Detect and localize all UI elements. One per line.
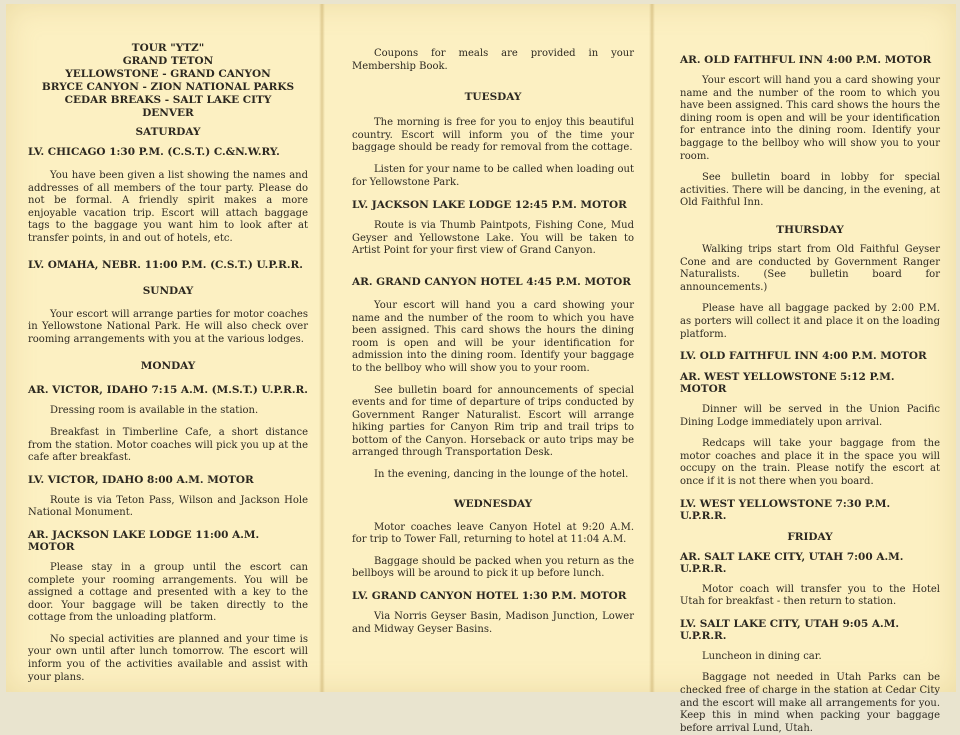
- paragraph: Route is via Teton Pass, Wilson and Jackson Hole National Monument.: [28, 494, 308, 519]
- paragraph: Please stay in a group until the escort can complete your rooming arrangements. You will be assigned a cottage and presented with a key to the door. Your baggage will be taken directly to the cottage from the unloading platform.: [28, 561, 308, 624]
- paragraph: Baggage not needed in Utah Parks can be checked free of charge in the station at Cedar City and the escort will make all arrangements for you. Keep this in mind when packing your baggage before arrival Lund, Utah.: [680, 672, 940, 734]
- paragraph: Breakfast in Timberline Cafe, a short distance from the station. Motor coaches will pick you up at the cafe after breakfast.: [28, 426, 308, 464]
- schedule-lv-grand-canyon: LV. GRAND CANYON HOTEL 1:30 P.M. MOTOR: [352, 590, 627, 603]
- schedule-lv-omaha: LV. OMAHA, NEBR. 11:00 P.M. (C.S.T.) U.P.R.R.: [28, 258, 303, 271]
- day-heading-thursday: THURSDAY: [776, 223, 844, 236]
- paragraph: Redcaps will take your baggage from the motor coaches and place it in the space you will occupy on the train. Please notify the escort at once if it is not there when you board.: [680, 438, 940, 488]
- day-heading-sunday: SUNDAY: [142, 284, 194, 297]
- title-line: CEDAR BREAKS - SALT LAKE CITY: [64, 94, 272, 106]
- schedule-lv-salt-lake: LV. SALT LAKE CITY, UTAH 9:05 A.M. U.P.R.R.: [680, 617, 899, 642]
- day-heading-tuesday: TUESDAY: [464, 91, 522, 104]
- schedule-lv-west-yellowstone: LV. WEST YELLOWSTONE 7:30 P.M. U.P.R.R.: [680, 497, 891, 522]
- panel-middle: [322, 4, 652, 692]
- paragraph: Please have all baggage packed by 2:00 P.M. as porters will collect it and place it on the loading platform.: [680, 303, 940, 340]
- schedule-ar-west-yellowstone: AR. WEST YELLOWSTONE 5:12 P.M. MOTOR: [680, 371, 895, 396]
- paragraph: See bulletin board in lobby for special activities. There will be dancing, in the evening, at Old Faithful Inn.: [680, 172, 940, 209]
- paragraph: Motor coach will transfer you to the Hotel Utah for breakfast - then return to station.: [680, 583, 940, 608]
- schedule-lv-victor: LV. VICTOR, IDAHO 8:00 A.M. MOTOR: [28, 473, 254, 486]
- panel-left: [6, 4, 322, 692]
- title-line: TOUR "YTZ": [131, 42, 205, 54]
- schedule-ar-salt-lake: AR. SALT LAKE CITY, UTAH 7:00 A.M. U.P.R.R.: [680, 550, 904, 575]
- paragraph: Your escort will hand you a card showing your name and the number of the room to which you have been assigned. This card shows the hours the dining room is open and will be your identification for admission into the dining room. Identify your baggage to the bellboy who will show you to your room.: [352, 299, 634, 374]
- schedule-ar-grand-canyon: AR. GRAND CANYON HOTEL 4:45 P.M. MOTOR: [352, 275, 631, 288]
- paragraph: You have been given a list showing the names and addresses of all members of the tour party. Please do not be formal. A friendly spirit makes a more enjoyable vacation trip. Escort will attach baggage tags to the baggage you want him to look after at transfer points, in and out of hotels, etc.: [28, 170, 308, 244]
- day-heading-monday: MONDAY: [140, 360, 196, 373]
- schedule-lv-jackson-lake: LV. JACKSON LAKE LODGE 12:45 P.M. MOTOR: [352, 199, 627, 212]
- title-line: GRAND TETON: [122, 55, 214, 67]
- day-heading-saturday: SATURDAY: [135, 126, 201, 138]
- title-line: BRYCE CANYON - ZION NATIONAL PARKS: [41, 81, 295, 93]
- schedule-lv-old-faithful: LV. OLD FAITHFUL INN 4:00 P.M. MOTOR: [680, 350, 927, 363]
- paragraph: Walking trips start from Old Faithful Geyser Cone and are conducted by Government Ranger Naturalists. (See bulletin board for announcements.): [680, 243, 940, 293]
- paragraph: Route is via Thumb Paintpots, Fishing Cone, Mud Geyser and Yellowstone Lake. You will be taken to Artist Point for your first view of Grand Canyon.: [352, 220, 634, 257]
- tour-title: [28, 42, 308, 120]
- paragraph: Your escort will hand you a card showing your name and the number of the room to which you have been assigned. This card shows the hours the dining room is open and will be your identification for entrance into the dining room. Identify your baggage to the bellboy who will show you to your room.: [680, 75, 940, 162]
- panel-right: [652, 4, 956, 734]
- title-line: YELLOWSTONE - GRAND CANYON: [65, 68, 271, 80]
- day-heading-friday: FRIDAY: [787, 530, 833, 543]
- paragraph: Motor coaches leave Canyon Hotel at 9:20 A.M. for trip to Tower Fall, returning to hotel at 11:04 A.M.: [352, 521, 634, 546]
- paragraph: Dressing room is available in the station.: [50, 405, 259, 417]
- schedule-ar-old-faithful: AR. OLD FAITHFUL INN 4:00 P.M. MOTOR: [680, 54, 932, 66]
- paragraph: Dinner will be served in the Union Pacific Dining Lodge immediately upon arrival.: [680, 404, 940, 428]
- paragraph: The morning is free for you to enjoy this beautiful country. Escort will inform you of the time your baggage should be ready for removal from the cottage.: [352, 117, 634, 154]
- paragraph: Listen for your name to be called when loading out for Yellowstone Park.: [352, 163, 634, 188]
- paragraph: In the evening, dancing in the lounge of the hotel.: [374, 469, 629, 481]
- itinerary-brochure: [6, 4, 956, 734]
- paragraph: Via Norris Geyser Basin, Madison Junction, Lower and Midway Geyser Basins.: [352, 611, 634, 635]
- schedule-lv-chicago: LV. CHICAGO 1:30 P.M. (C.S.T.) C.&N.W.RY.: [28, 146, 280, 158]
- title-line: DENVER: [142, 107, 194, 119]
- paragraph: Baggage should be packed when you return as the bellboys will be around to pick it up before lunch.: [352, 555, 634, 580]
- paragraph: Luncheon in dining car.: [702, 650, 822, 662]
- schedule-ar-victor: AR. VICTOR, IDAHO 7:15 A.M. (M.S.T.) U.P.R.R.: [28, 384, 308, 397]
- paragraph: See bulletin board for announcements of special events and for time of departure of trips conducted by Government Ranger Naturalist. Escort will arrange hiking parties for Canyon Rim trip and trail trips to bottom of the Canyon. Horseback or auto trips may be arranged through Transportation Desk.: [352, 384, 634, 459]
- schedule-ar-jackson-lake: AR. JACKSON LAKE LODGE 11:00 A.M. MOTOR: [28, 528, 260, 553]
- paragraph: Your escort will arrange parties for motor coaches in Yellowstone National Park. He will also check over rooming arrangements with you at the various lodges.: [28, 308, 308, 345]
- paragraph: No special activities are planned and your time is your own until after lunch tomorrow. The escort will inform you of the activities available and assist with your plans.: [28, 633, 308, 683]
- day-heading-wednesday: WEDNESDAY: [453, 497, 533, 510]
- paragraph: Coupons for meals are provided in your Membership Book.: [352, 48, 634, 72]
